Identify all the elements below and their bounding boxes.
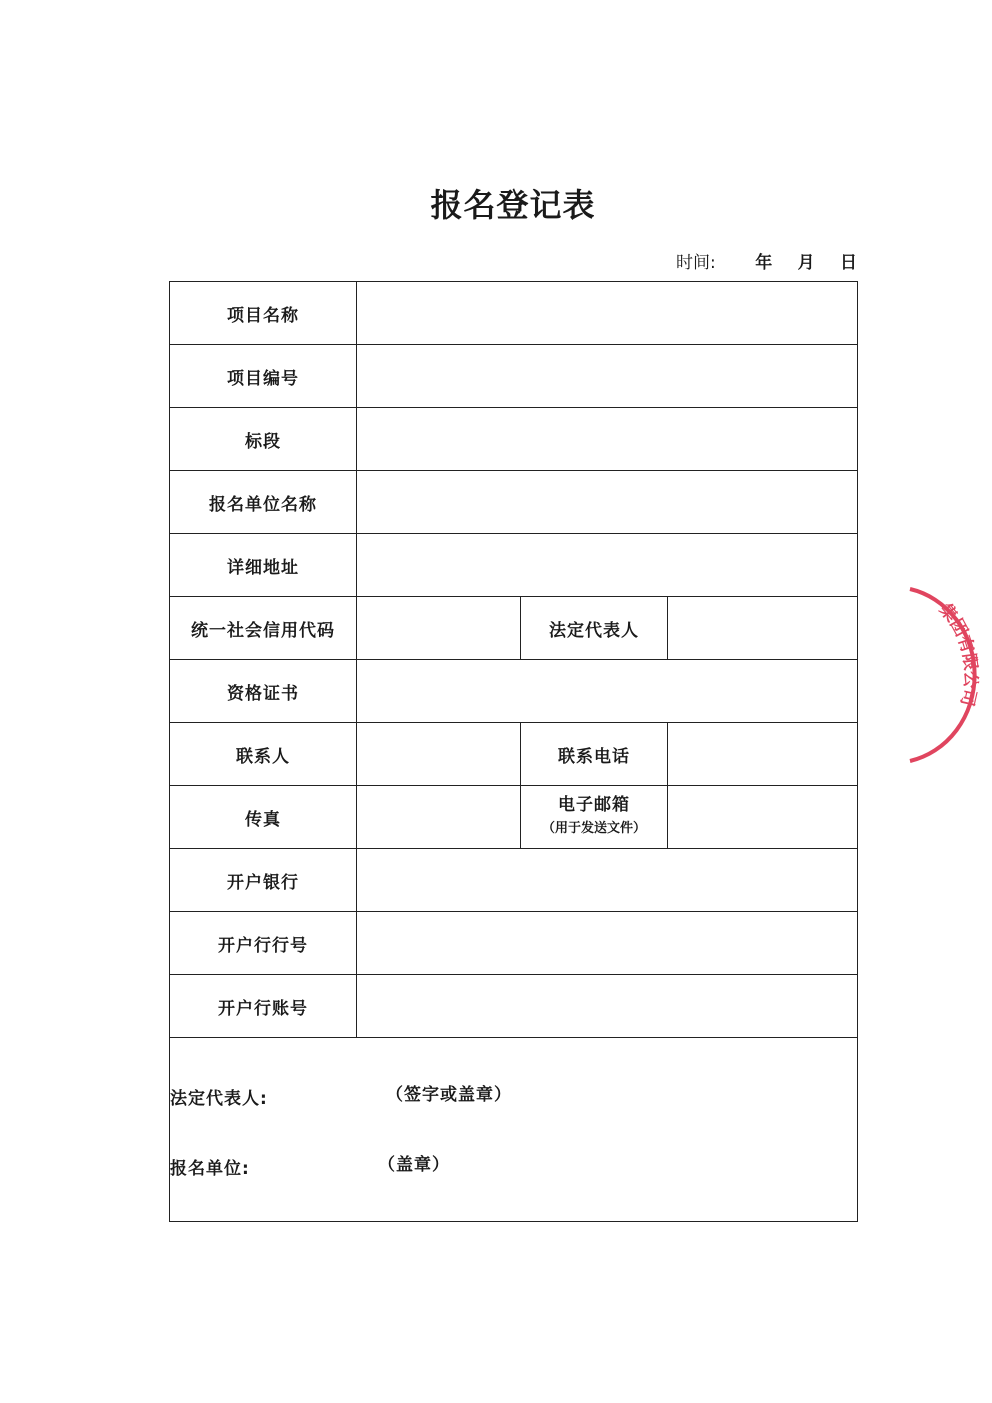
unit-signature-label: 报名单位: bbox=[170, 1159, 250, 1179]
project-number-label: 项目编号 bbox=[170, 345, 357, 408]
date-year: 年 bbox=[755, 253, 773, 273]
row-section bbox=[170, 408, 858, 471]
date-day: 日 bbox=[840, 253, 857, 273]
email-label-cell bbox=[521, 786, 668, 849]
legal-rep-signature bbox=[170, 1084, 512, 1109]
row-bank-code bbox=[170, 912, 858, 975]
bank-code-label: 开户行行号 bbox=[170, 912, 357, 975]
legal-rep-signature-label: 法定代表人: bbox=[170, 1089, 268, 1109]
email-field[interactable] bbox=[668, 786, 858, 849]
bank-label: 开户银行 bbox=[170, 849, 357, 912]
qualification-label: 资格证书 bbox=[170, 660, 357, 723]
fax-label: 传真 bbox=[170, 786, 357, 849]
signature-area[interactable] bbox=[170, 1038, 858, 1222]
unit-signature bbox=[170, 1154, 450, 1179]
bank-field[interactable] bbox=[357, 849, 858, 912]
qualification-field[interactable] bbox=[357, 660, 858, 723]
date-month: 月 bbox=[797, 253, 815, 273]
seal-text: 集团有限公司 bbox=[935, 600, 981, 708]
project-number-field[interactable] bbox=[357, 345, 858, 408]
phone-field[interactable] bbox=[668, 723, 858, 786]
registration-form bbox=[169, 281, 858, 1222]
address-field[interactable] bbox=[357, 534, 858, 597]
section-field[interactable] bbox=[357, 408, 858, 471]
fax-field[interactable] bbox=[357, 786, 521, 849]
email-note: （用于发送文件） bbox=[541, 821, 646, 836]
email-label: 电子邮箱 bbox=[558, 795, 630, 815]
row-credit-code bbox=[170, 597, 858, 660]
row-applicant-name bbox=[170, 471, 858, 534]
section-label: 标段 bbox=[170, 408, 357, 471]
project-name-field[interactable] bbox=[357, 282, 858, 345]
page-title: 报名登记表 bbox=[430, 186, 596, 224]
bank-code-field[interactable] bbox=[357, 912, 858, 975]
date-label: 时间: bbox=[676, 253, 716, 273]
row-qualification bbox=[170, 660, 858, 723]
phone-label: 联系电话 bbox=[521, 723, 668, 786]
legal-rep-signature-note: （签字或盖章） bbox=[386, 1085, 512, 1105]
applicant-name-label: 报名单位名称 bbox=[170, 471, 357, 534]
credit-code-field[interactable] bbox=[357, 597, 521, 660]
unit-signature-note: （盖章） bbox=[378, 1155, 450, 1175]
contact-label: 联系人 bbox=[170, 723, 357, 786]
project-name-label: 项目名称 bbox=[170, 282, 357, 345]
bank-account-label: 开户行账号 bbox=[170, 975, 357, 1038]
company-seal bbox=[890, 585, 992, 765]
row-signature bbox=[170, 1038, 858, 1222]
applicant-name-field[interactable] bbox=[357, 471, 858, 534]
contact-field[interactable] bbox=[357, 723, 521, 786]
row-contact bbox=[170, 723, 858, 786]
date-line bbox=[676, 248, 857, 273]
credit-code-label: 统一社会信用代码 bbox=[170, 597, 357, 660]
row-address bbox=[170, 534, 858, 597]
row-project-name bbox=[170, 282, 858, 345]
row-bank-account bbox=[170, 975, 858, 1038]
legal-rep-field[interactable] bbox=[668, 597, 858, 660]
legal-rep-label: 法定代表人 bbox=[521, 597, 668, 660]
row-project-number bbox=[170, 345, 858, 408]
seal-ring bbox=[910, 589, 975, 761]
address-label: 详细地址 bbox=[170, 534, 357, 597]
bank-account-field[interactable] bbox=[357, 975, 858, 1038]
row-bank bbox=[170, 849, 858, 912]
row-fax bbox=[170, 786, 858, 849]
